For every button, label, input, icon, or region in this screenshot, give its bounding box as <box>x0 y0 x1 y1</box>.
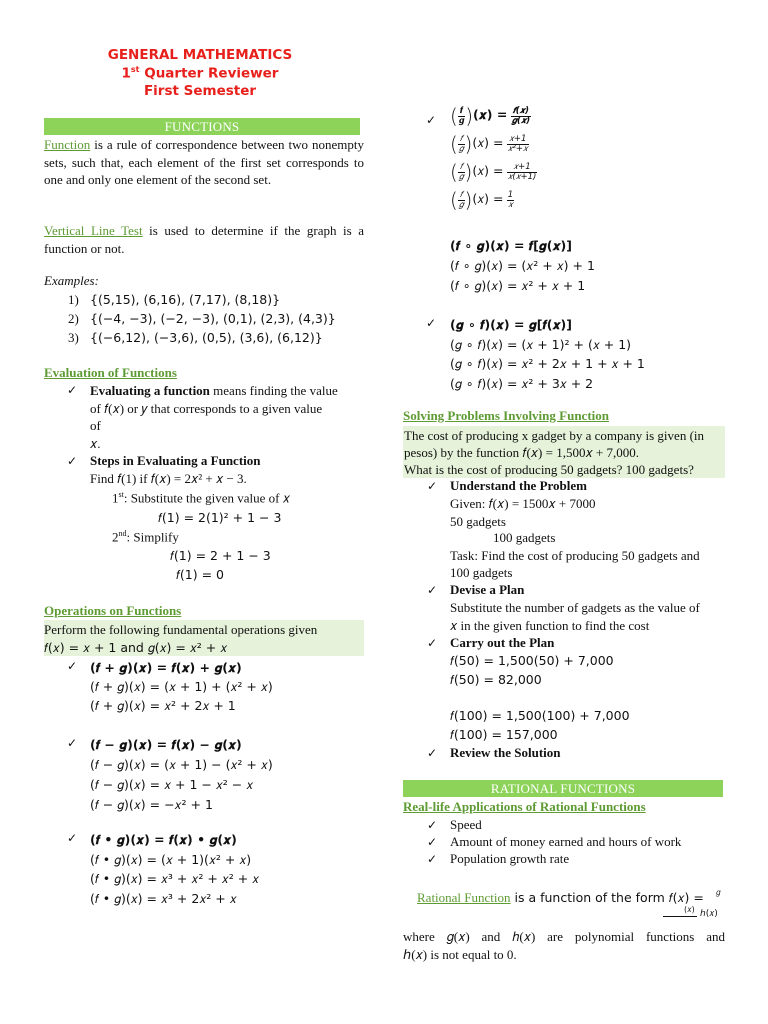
quotient-g: 𝑔 <box>458 171 464 182</box>
vertical-line-test-text: is used to determine if the graph is a function or not. <box>44 223 365 256</box>
composition-gof-block <box>450 315 645 393</box>
review-step: Review the Solution <box>450 745 561 760</box>
example-number: 1) <box>68 292 79 307</box>
carry-line: 𝑓(50) = 82,000 <box>450 672 542 687</box>
step-1-equation: 𝑓(1) = 2(1)² + 1 − 3 <box>158 510 282 525</box>
quotient-step: ( $\frac{\text{𝑓}}{\text{𝑔}}$ )(𝑥) = $\frac{\text{𝑥+1}}{\text{𝑥(𝑥+1)}}$ <box>450 160 537 184</box>
rational-function-term: Rational Function <box>417 890 511 905</box>
evaluating-term: Evaluating a function <box>90 383 210 398</box>
given-50: 50 gadgets <box>450 514 506 529</box>
quotient-f: 𝒇 <box>458 107 465 117</box>
step-2-sup: nd <box>118 529 127 538</box>
quotient-f: 𝑓 <box>458 191 465 201</box>
operations-heading: Operations on Functions <box>44 603 182 618</box>
product-rule: (𝒇 • 𝒈)(𝒙) = 𝒇(𝒙) • 𝒈(𝒙) <box>90 832 237 847</box>
function-term: Function <box>44 137 91 152</box>
carry-line: 𝑓(100) = 157,000 <box>450 727 558 742</box>
quotient-step-numerator: 𝑥+1 <box>507 163 538 173</box>
quotient-step-equals: (𝑥) = <box>472 162 504 178</box>
quotient-step: ( $\frac{\text{𝑓}}{\text{𝑔}}$ )(𝑥) = $\frac{\text{𝑥+1}}{\text{𝑥²+𝑥}}$ <box>450 132 528 156</box>
quotient-f: 𝑓 <box>458 163 465 173</box>
example-list <box>68 292 336 349</box>
quotient-block <box>450 104 537 216</box>
check-icon: ✓ <box>427 852 438 866</box>
composition-gof-rule: (𝒈 ∘ 𝒇)(𝒙) = 𝒈[𝒇(𝒙)] <box>450 317 572 332</box>
check-icon: ✓ <box>67 659 78 673</box>
step-2-number: 2 <box>112 529 119 545</box>
step-1-text: : Substitute the given value of 𝑥 <box>123 490 290 506</box>
title-line-2-number: 1 <box>121 65 131 82</box>
example-set: {(−6,12), (−3,6), (0,5), (3,6), (6,12)} <box>90 330 323 345</box>
step-1-sup: st <box>118 490 124 499</box>
rational-definition <box>417 890 704 906</box>
evaluating-text: means finding the value <box>209 383 338 398</box>
plan-line-1: Substitute the number of gadgets as the value of <box>450 600 700 615</box>
step-2-equation-1: 𝑓(1) = 2 + 1 − 3 <box>170 548 271 563</box>
quotient-step-denominator: 𝑥²+𝑥 <box>507 143 528 154</box>
step-2-text: : Simplify <box>126 529 179 545</box>
composition-fog-rule: (𝒇 ∘ 𝒈)(𝒙) = 𝒇[𝒈(𝒙)] <box>450 238 572 253</box>
sum-block <box>90 658 273 715</box>
solving-heading: Solving Problems Involving Function <box>403 408 609 423</box>
list-item <box>68 311 336 330</box>
composition-fog-step: (𝑓 ∘ 𝑔)(𝑥) = 𝑥² + 𝑥 + 1 <box>450 278 586 293</box>
check-icon: ✓ <box>67 454 78 468</box>
check-icon: ✓ <box>67 831 78 845</box>
example-set: {(−4, −3), (−2, −3), (0,1), (2,3), (4,3)} <box>90 311 336 326</box>
quotient-rule: ( $\frac{\text{𝒇}}{\text{𝒈}}$ )(𝒙) = $\frac{\text{𝒇(𝒙)}}{\text{𝒈(𝒙)}}$ <box>450 104 531 128</box>
composition-gof-step: (𝑔 ∘ 𝑓)(𝑥) = (𝑥 + 1)² + (𝑥 + 1) <box>450 336 632 352</box>
examples-label: Examples: <box>44 273 99 288</box>
composition-fog-block <box>450 236 595 296</box>
plan-line-2: 𝑥 in the given function to find the cost <box>450 618 650 633</box>
quotient-f: 𝑓 <box>458 135 465 145</box>
evaluating-line-4: 𝑥. <box>90 435 101 451</box>
rational-numerator-g: 𝑔 <box>716 888 721 897</box>
step-2-equation-2: 𝑓(1) = 0 <box>176 567 224 582</box>
check-icon: ✓ <box>427 479 438 493</box>
quotient-step: ( $\frac{\text{𝑓}}{\text{𝑔}}$ )(𝑥) = $\frac{1}{\text{𝑥}}$ <box>450 188 514 212</box>
check-icon: ✓ <box>427 583 438 597</box>
application-item: Speed <box>450 817 482 832</box>
devise-step: Devise a Plan <box>450 582 525 597</box>
function-definition-text: is a rule of correspondence between two nonempty sets, such that, each element of the first set corresponds to one and only one element of the second set. <box>44 137 364 187</box>
title-line-3: First Semester <box>143 83 257 99</box>
sum-rule: (𝒇 + 𝒈)(𝒙) = 𝒇(𝒙) + 𝒈(𝒙) <box>90 660 242 675</box>
where-line-1: where 𝑔(𝑥) and ℎ(𝑥) are polynomial functions and <box>403 929 725 944</box>
vertical-line-test-term: Vertical Line Test <box>44 223 143 238</box>
quotient-step-equals: (𝑥) = <box>472 134 504 150</box>
difference-step: (𝑓 − 𝑔)(𝑥) = −𝑥² + 1 <box>90 797 213 812</box>
carry-line: 𝑓(50) = 1,500(50) + 7,000 <box>450 653 614 668</box>
product-step: (𝑓 • 𝑔)(𝑥) = 𝑥³ + 2𝑥² + 𝑥 <box>90 890 237 906</box>
quotient-step-denominator: 𝑥 <box>508 199 513 210</box>
operations-intro-1: Perform the following fundamental operations given <box>44 622 318 637</box>
given-100: 100 gadgets <box>493 530 556 545</box>
application-item: Population growth rate <box>450 851 570 866</box>
application-item: Amount of money earned and hours of work <box>450 834 682 849</box>
task-line-2: 100 gadgets <box>450 565 513 580</box>
check-icon: ✓ <box>426 316 437 330</box>
evaluating-definition <box>90 382 362 452</box>
product-block <box>90 830 259 908</box>
carry-step: Carry out the Plan <box>450 635 555 650</box>
rational-functions-bar: RATIONAL FUNCTIONS <box>403 780 723 797</box>
task-line-1: Task: Find the cost of producing 50 gadgets and <box>450 548 700 563</box>
quotient-g: 𝑔 <box>458 199 464 210</box>
difference-block <box>90 735 273 815</box>
vertical-line-test <box>44 222 364 257</box>
quotient-step-denominator: 𝑥(𝑥+1) <box>507 171 537 182</box>
check-icon: ✓ <box>67 736 78 750</box>
title-line-2 <box>100 65 300 82</box>
rational-definition-text: is a function of the form 𝑓(𝑥) = <box>510 890 704 905</box>
step-2 <box>112 529 179 545</box>
example-number: 2) <box>68 311 79 326</box>
difference-step: (𝑓 − 𝑔)(𝑥) = (𝑥 + 1) − (𝑥² + 𝑥) <box>90 757 273 772</box>
find-statement: Find 𝑓(1) if 𝑓(𝑥) = 2𝑥² + 𝑥 − 3. <box>90 471 247 486</box>
check-icon: ✓ <box>427 746 438 760</box>
product-step: (𝑓 • 𝑔)(𝑥) = (𝑥 + 1)(𝑥² + 𝑥) <box>90 851 252 867</box>
problem-line: The cost of producing x gadget by a company is given (in <box>404 428 705 443</box>
operations-intro-2: 𝑓(𝑥) = 𝑥 + 1 and 𝑔(𝑥) = 𝑥² + 𝑥 <box>44 640 228 655</box>
product-step: (𝑓 • 𝑔)(𝑥) = 𝑥³ + 𝑥² + 𝑥² + 𝑥 <box>90 871 260 886</box>
sum-step: (𝑓 + 𝑔)(𝑥) = (𝑥 + 1) + (𝑥² + 𝑥) <box>90 679 273 694</box>
evaluation-heading: Evaluation of Functions <box>44 365 177 380</box>
composition-fog-step: (𝑓 ∘ 𝑔)(𝑥) = (𝑥² + 𝑥) + 1 <box>450 258 595 273</box>
evaluating-line-3: of <box>90 418 101 433</box>
composition-gof-step: (𝑔 ∘ 𝑓)(𝑥) = 𝑥² + 3𝑥 + 2 <box>450 375 594 391</box>
quotient-rule-equals: (𝒙) = <box>473 106 508 122</box>
example-number: 3) <box>68 330 79 345</box>
title-line-1: GENERAL MATHEMATICS <box>107 47 293 63</box>
difference-step: (𝑓 − 𝑔)(𝑥) = 𝑥 + 1 − 𝑥² − 𝑥 <box>90 777 254 792</box>
problem-line: pesos) by the function 𝑓(𝑥) = 1,500𝑥 + 7,000. <box>404 445 640 460</box>
example-set: {(5,15), (6,16), (7,17), (8,18)} <box>90 292 281 307</box>
steps-heading: Steps in Evaluating a Function <box>90 453 261 468</box>
check-icon: ✓ <box>427 636 438 650</box>
where-line-2: ℎ(𝑥) is not equal to 0. <box>403 947 517 962</box>
list-item <box>68 292 336 311</box>
evaluating-line-2: of 𝑓(𝑥) or 𝑦 that corresponds to a given value <box>90 400 323 416</box>
check-icon: ✓ <box>67 383 78 397</box>
quotient-rule-numerator: 𝒇(𝒙) <box>511 107 532 117</box>
sum-step: (𝑓 + 𝑔)(𝑥) = 𝑥² + 2𝑥 + 1 <box>90 698 236 713</box>
rational-where <box>403 928 725 964</box>
understand-step: Understand the Problem <box>450 478 587 493</box>
title-line-2-sup: st <box>130 65 140 74</box>
quotient-step-numerator: 1 <box>507 189 514 200</box>
step-1-number: 1 <box>112 490 119 506</box>
quotient-rule-denominator: 𝒈(𝒙) <box>511 115 531 126</box>
quotient-g: 𝒈 <box>458 115 465 126</box>
rational-denominator: ℎ(𝑥) <box>700 909 718 919</box>
list-item <box>68 330 336 349</box>
quotient-g: 𝑔 <box>458 143 464 154</box>
difference-rule: (𝒇 − 𝒈)(𝒙) = 𝒇(𝒙) − 𝒈(𝒙) <box>90 737 242 752</box>
quotient-step-equals: (𝑥) = <box>472 190 504 206</box>
composition-gof-step: (𝑔 ∘ 𝑓)(𝑥) = 𝑥² + 2𝑥 + 1 + 𝑥 + 1 <box>450 356 645 371</box>
carry-line: 𝑓(100) = 1,500(100) + 7,000 <box>450 708 630 723</box>
step-1 <box>112 490 290 506</box>
check-icon: ✓ <box>427 835 438 849</box>
function-definition <box>44 136 364 189</box>
given: Given: 𝑓(𝑥) = 1500𝑥 + 7000 <box>450 496 596 511</box>
problem-statement <box>404 427 724 478</box>
rational-fraction-bar <box>663 916 697 917</box>
check-icon: ✓ <box>427 818 438 832</box>
problem-line: What is the cost of producing 50 gadgets? 100 gadgets? <box>404 462 694 477</box>
title-line-2-text: Quarter Reviewer <box>139 65 279 82</box>
functions-bar: FUNCTIONS <box>44 118 360 135</box>
rational-numerator-x: (𝑥) <box>684 905 695 914</box>
quotient-step-numerator: 𝑥+1 <box>507 135 529 145</box>
check-icon: ✓ <box>426 113 437 127</box>
applications-heading: Real-life Applications of Rational Functions <box>403 799 646 814</box>
